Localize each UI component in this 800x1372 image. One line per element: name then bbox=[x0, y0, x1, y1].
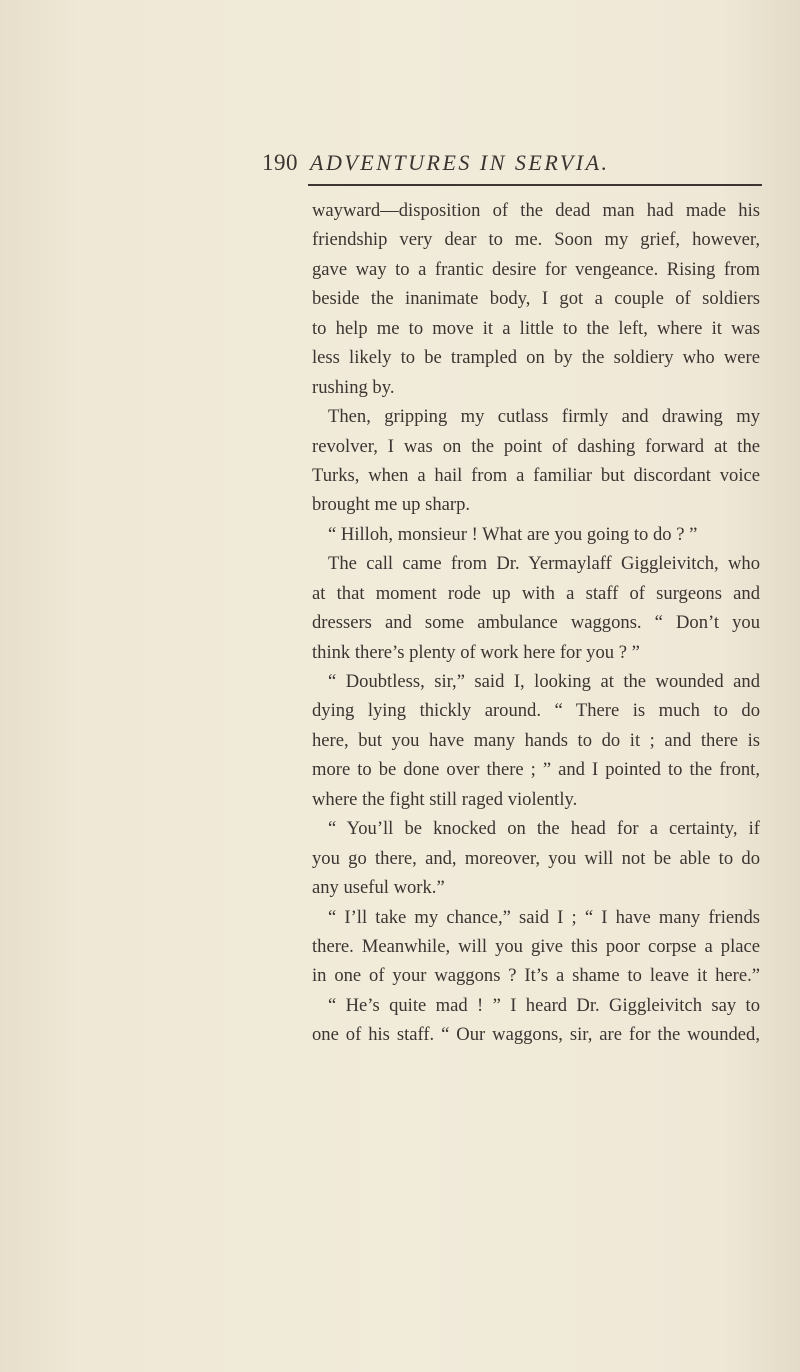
text-line: dressers and some ambulance waggons. “ Don’t you bbox=[312, 612, 760, 634]
text-line: there. Meanwhile, will you give this poor corpse a place bbox=[312, 935, 760, 957]
text-line: beside the inanimate body, I got a couple of soldiers bbox=[312, 288, 760, 310]
header-rule bbox=[308, 184, 762, 186]
text-line: Turks, when a hail from a familiar but discordant voice bbox=[312, 464, 760, 486]
text-line: “ I’ll take my chance,” said I ; “ I have many friends bbox=[328, 906, 760, 928]
text-line: at that moment rode up with a staff of surgeons and bbox=[312, 582, 760, 604]
text-line: more to be done over there ; ” and I pointed to the front, bbox=[312, 759, 760, 781]
text-line: gave way to a frantic desire for vengeance. Rising from bbox=[312, 258, 760, 280]
text-line: “ Hilloh, monsieur ! What are you going to do ? ” bbox=[328, 523, 698, 545]
text-line: think there’s plenty of work here for you ? ” bbox=[312, 641, 640, 663]
text-line: revolver, I was on the point of dashing forward at the bbox=[312, 435, 760, 457]
text-line: any useful work.” bbox=[312, 877, 445, 899]
text-line: one of his staff. “ Our waggons, sir, are for the wounded, bbox=[312, 1024, 760, 1046]
text-line: here, but you have many hands to do it ; and there is bbox=[312, 729, 760, 751]
text-line: brought me up sharp. bbox=[312, 494, 471, 516]
text-line: in one of your waggons ? It’s a shame to leave it here.” bbox=[312, 965, 760, 987]
running-head: ADVENTURES IN SERVIA. bbox=[310, 150, 610, 175]
text-line: “ You’ll be knocked on the head for a certainty, if bbox=[328, 818, 760, 840]
text-line: “ He’s quite mad ! ” I heard Dr. Giggleivitch say to bbox=[328, 994, 760, 1016]
text-line: less likely to be trampled on by the soldiery who were bbox=[312, 347, 760, 369]
text-line: where the fight still raged violently. bbox=[312, 788, 578, 810]
body-text bbox=[312, 196, 760, 1050]
text-line: to help me to move it a little to the left, where it was bbox=[312, 317, 760, 339]
page-number: 190 bbox=[262, 150, 298, 175]
text-line: wayward—disposition of the dead man had made his bbox=[312, 200, 760, 221]
text-line: The call came from Dr. Yermaylaff Giggleivitch, who bbox=[328, 553, 760, 575]
text-line: “ Doubtless, sir,” said I, looking at the wounded and bbox=[328, 671, 760, 692]
text-line: Then, gripping my cutlass firmly and drawing my bbox=[328, 406, 760, 428]
text-line: rushing by. bbox=[312, 376, 395, 398]
text-line: dying lying thickly around. “ There is much to do bbox=[312, 700, 760, 722]
text-line: you go there, and, moreover, you will not be able to do bbox=[312, 847, 760, 869]
text-line: friendship very dear to me. Soon my grief, however, bbox=[312, 229, 760, 251]
page-header bbox=[262, 150, 762, 182]
